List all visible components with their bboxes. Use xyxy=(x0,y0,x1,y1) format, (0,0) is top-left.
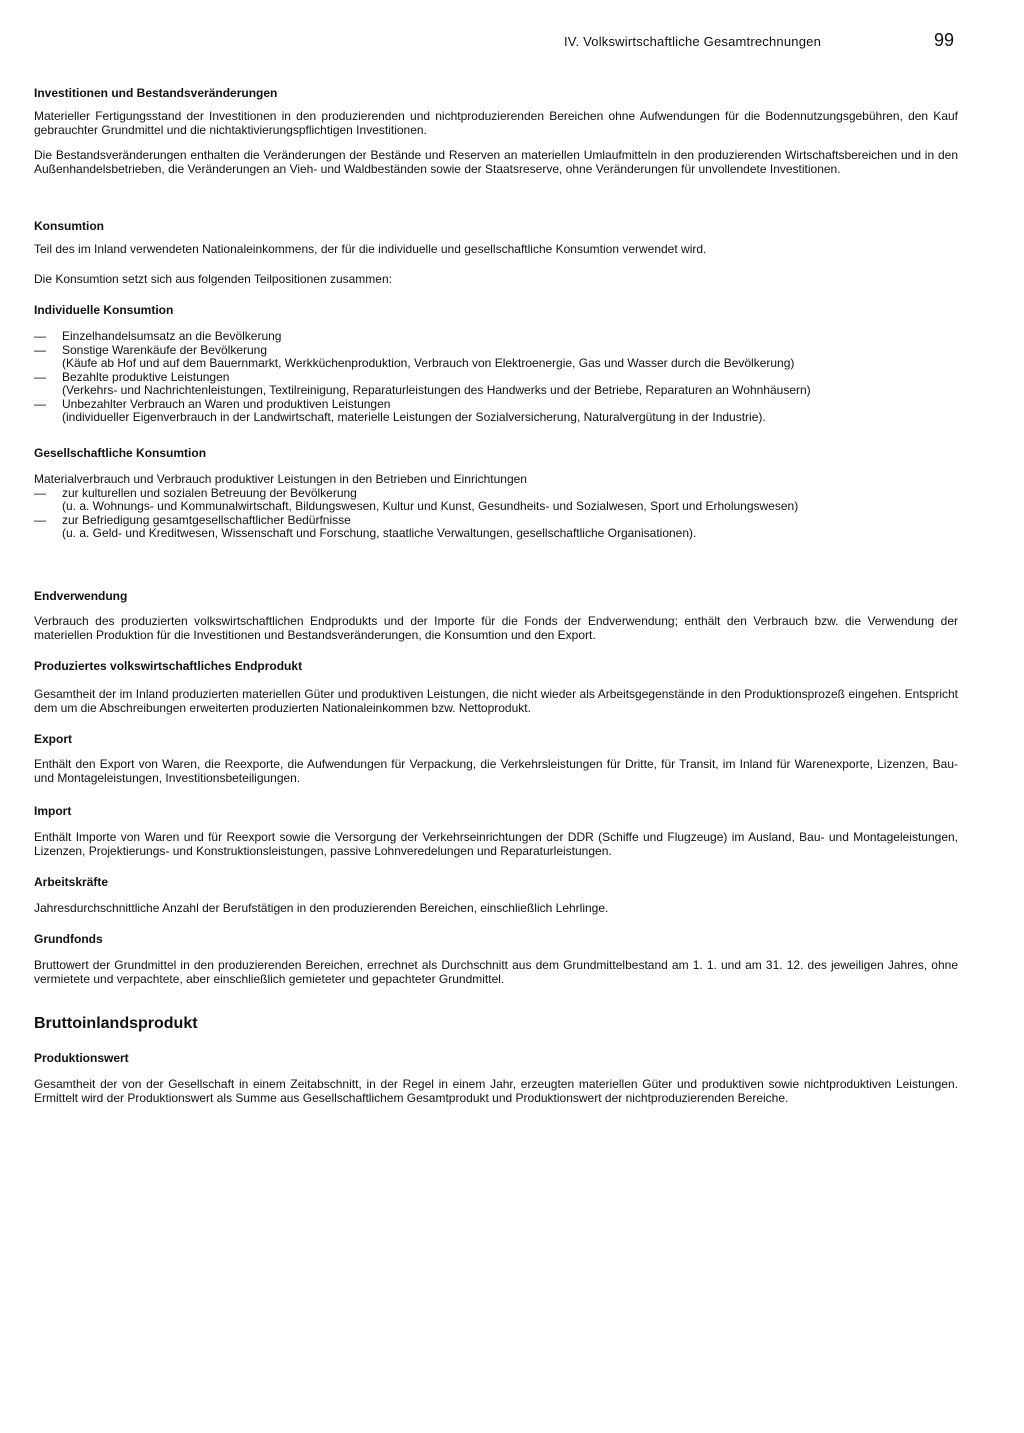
section-import xyxy=(34,804,958,858)
consumption-list xyxy=(34,330,958,425)
section-heading: Produziertes volkswirtschaftliches Endprodukt xyxy=(34,659,303,673)
paragraph: Jahresdurchschnittliche Anzahl der Berufstätigen in den produzierenden Bereichen, einschließlich Lehrlinge. xyxy=(34,901,609,915)
list-item xyxy=(34,344,958,371)
section-bruttoinlandsprodukt xyxy=(34,1015,958,1105)
section-heading: Grundfonds xyxy=(34,932,103,946)
section-heading: Arbeitskräfte xyxy=(34,875,109,889)
paragraph: Bruttowert der Grundmittel in den produzierenden Bereichen, errechnet als Durchschnitt aus dem Grundmittelbestand am 1. 1. und am 31. 12. des jeweiligen Jahres, ohne vermietete und verpachtete, aber einschließlich gemieteter und gepachteter Grundmittel. xyxy=(34,958,958,986)
list-item-main: zur Befriedigung gesamtgesellschaftlicher Bedürfnisse xyxy=(62,512,351,527)
section-grundfonds xyxy=(34,932,958,986)
list-item xyxy=(34,514,958,541)
list-item-main: zur kulturellen und sozialen Betreuung der Bevölkerung xyxy=(62,485,357,500)
section-heading: Export xyxy=(34,732,73,746)
paragraph: Die Konsumtion setzt sich aus folgenden Teilpositionen zusammen: xyxy=(34,271,392,286)
section-heading: Import xyxy=(34,804,72,818)
dash-marker: — xyxy=(34,485,46,500)
running-header: IV. Volkswirtschaftliche Gesamtrechnungen xyxy=(564,34,822,49)
paragraph: Die Bestandsveränderungen enthalten die Veränderungen der Bestände und Reserven an materiellen Umlaufmitteln in den produzierenden Wirtschaftsbereichen und in den Außenhandelsbetrieben, die Veränderungen an Vieh- und Waldbeständen sowie der Staatsreserve, ohne Veränderungen für unvollendete Investitionen. xyxy=(34,148,958,176)
dash-marker: — xyxy=(34,369,46,384)
section-heading: Konsumtion xyxy=(34,219,104,233)
list-item-detail: (Käufe ab Hof und auf dem Bauernmarkt, Werkküchenproduktion, Verbrauch von Elektroenergie, Gas und Wasser durch die Bevölkerung) xyxy=(62,356,795,370)
section-heading: Individuelle Konsumtion xyxy=(34,303,174,317)
section-heading: Endverwendung xyxy=(34,589,128,603)
section-export xyxy=(34,732,958,785)
paragraph: Enthält den Export von Waren, die Reexporte, die Aufwendungen für Verpackung, die Verkehrsleistungen für Dritte, für Transit, im Inland für Warenexporte, Lizenzen, Bau- und Montageleistungen, Investitionsbeteiligungen. xyxy=(34,757,958,785)
section-arbeitskraefte xyxy=(34,875,958,916)
section-heading: Gesellschaftliche Konsumtion xyxy=(34,446,207,460)
list-item-detail: (individueller Eigenverbrauch in der Landwirtschaft, materielle Leistungen der Sozialversicherung, Naturalvergütung in der Industrie). xyxy=(62,410,766,424)
list-item-detail: (u. a. Wohnungs- und Kommunalwirtschaft, Bildungswesen, Kultur und Kunst, Gesundheits- und Sozialwesen, Sport und Erholungswesen) xyxy=(62,499,799,513)
paragraph: Teil des im Inland verwendeten Nationaleinkommens, der für die individuelle und gesellschaftliche Konsumtion verwendet wird. xyxy=(34,242,707,256)
chapter-title: Bruttoinlandsprodukt xyxy=(34,1015,198,1032)
section-endverwendung xyxy=(34,589,958,642)
dash-marker: — xyxy=(34,329,46,343)
list-item xyxy=(34,398,958,425)
paragraph: Materialverbrauch und Verbrauch produktiver Leistungen in den Betrieben und Einrichtungen xyxy=(34,472,527,486)
paragraph: Gesamtheit der im Inland produzierten materiellen Güter und produktiven Leistungen, die nicht wieder als Arbeitsgegenstände in den Produktionsprozeß eingehen. Entspricht dem um die Abschreibungen erweiterten produzierten Nationaleinkommen bzw. Nettoprodukt. xyxy=(34,687,958,715)
list-item xyxy=(34,371,958,398)
section-individuelle-konsumtion xyxy=(34,303,958,425)
section-investitionen xyxy=(34,86,958,176)
dash-marker: — xyxy=(34,342,46,357)
list-item-detail: (Verkehrs- und Nachrichtenleistungen, Textilreinigung, Reparaturleistungen des Handwerks und der Betriebe, Reparaturen an Wohnhäusern) xyxy=(62,383,811,397)
section-konsumtion xyxy=(34,219,958,286)
section-heading: Investitionen und Bestandsveränderungen xyxy=(34,86,278,100)
list-item-main: Sonstige Warenkäufe der Bevölkerung xyxy=(62,342,268,357)
paragraph: Gesamtheit der von der Gesellschaft in einem Zeitabschnitt, in der Regel in einem Jahr, erzeugten materiellen Güter und produktiven sowie nichtproduktiven Leistungen. Ermittelt wird der Produktionswert als Summe aus Gesellschaftlichem Gesamtprodukt und Produktionswert der nichtproduzierenden Bereiche. xyxy=(34,1077,958,1105)
list-item-main: Bezahlte produktive Leistungen xyxy=(62,369,230,384)
paragraph: Enthält Importe von Waren und für Reexport sowie die Versorgung der Verkehrseinrichtungen der DDR (Schiffe und Flugzeuge) im Ausland, Bau- und Montageleistungen, Lizenzen, Projektierungs- und Konstruktionsleistungen, passive Lohnveredelungen und Reparaturleistungen. xyxy=(34,830,958,858)
dash-marker: — xyxy=(34,396,46,411)
page-number: 99 xyxy=(934,30,955,50)
section-endprodukt xyxy=(34,659,958,715)
section-gesellschaftliche-konsumtion xyxy=(34,446,958,541)
list-item-main: Unbezahlter Verbrauch an Waren und produktiven Leistungen xyxy=(62,396,391,411)
consumption-list xyxy=(34,487,958,541)
paragraph: Materieller Fertigungsstand der Investitionen in den produzierenden und nichtproduzierenden Bereichen ohne Aufwendungen für die Bodennutzungsgebühren, den Kauf gebrauchter Grundmittel und die nichtaktivierungspflichtigen Investitionen. xyxy=(34,109,958,137)
list-item-detail: (u. a. Geld- und Kreditwesen, Wissenschaft und Forschung, staatliche Verwaltungen, gesellschaftliche Organisationen). xyxy=(62,526,697,540)
paragraph: Verbrauch des produzierten volkswirtschaftlichen Endprodukts und der Importe für die Fonds der Endverwendung; enthält den Verbrauch bzw. die Verwendung der materiellen Produktion für die Investitionen und Bestandsveränderungen, die Konsumtion und den Export. xyxy=(34,614,958,642)
dash-marker: — xyxy=(34,512,46,527)
list-item xyxy=(34,330,958,344)
list-item-main: Einzelhandelsumsatz an die Bevölkerung xyxy=(62,329,282,343)
list-item xyxy=(34,487,958,514)
section-heading: Produktionswert xyxy=(34,1051,129,1065)
